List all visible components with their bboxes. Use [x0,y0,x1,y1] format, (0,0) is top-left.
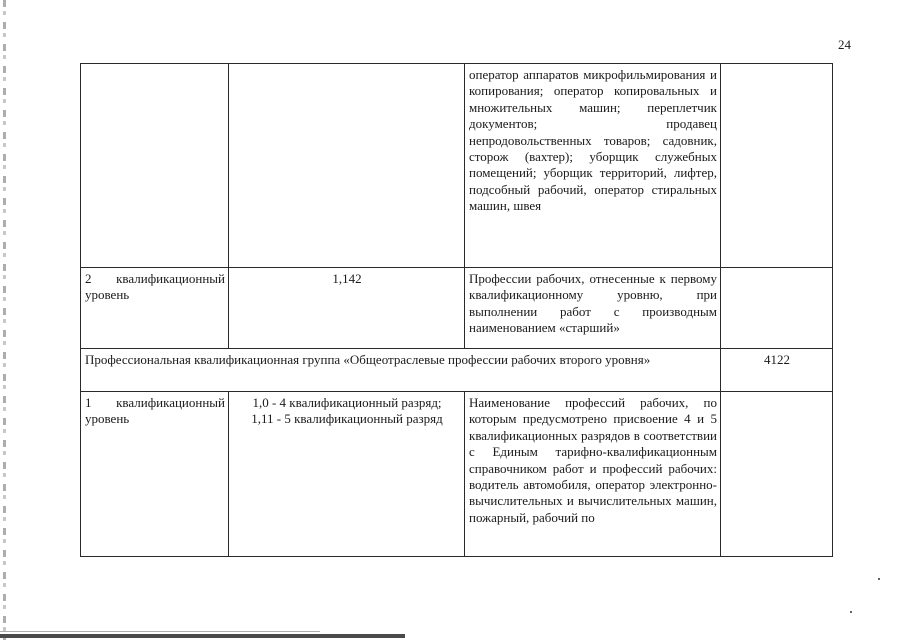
level-cell [81,64,229,268]
salary-cell [721,64,833,268]
page-number: 24 [838,37,851,52]
coefficient-line: 1,0 - 4 квалификационный разряд; [252,395,442,410]
table-row [81,64,833,268]
coefficient-line: 1,11 - 5 квалификационный разряд [251,411,443,427]
coefficient-cell: 1,142 [229,268,465,349]
scan-speck [850,611,852,613]
salary-cell [721,268,833,349]
table-row [81,268,833,349]
table-row [81,349,833,392]
professions-cell: оператор аппаратов микрофильмирования и копирования; оператор копировальных и множительных машин; переплетчик документов; продавец непродовольственных товаров; садовник, сторож (вахтер); уборщик служебных помещений; уборщик территорий, лифтер, подсобный рабочий, оператор стиральных машин, швея [465,64,721,268]
scan-speck [878,578,880,580]
level-cell: 1 квалификационный уровень [81,392,229,557]
scan-edge-bottom [0,634,405,638]
group-title-cell: Профессиональная квалификационная группа «Общеотраслевые профессии рабочих второго уровня» [81,349,721,392]
professions-cell: Наименование профессий рабочих, по которым предусмотрено присвоение 4 и 5 квалификационных разрядов в соответствии с Единым тарифно-квалификационным справочником работ и профессий рабочих: водитель автомобиля, оператор электронно-вычислительных и вычислительных машин, пожарный, рабочий по [465,392,721,557]
salary-cell: 4122 [721,349,833,392]
level-cell: 2 квалификационный уровень [81,268,229,349]
scan-edge-bottom-thin [0,631,320,632]
coefficient-cell [229,64,465,268]
salary-cell [721,392,833,557]
qualification-table [80,63,833,557]
scan-edge-left [3,0,6,640]
table-row [81,392,833,557]
professions-cell: Профессии рабочих, отнесенные к первому квалификационному уровню, при выполнении работ с производным наименованием «старший» [465,268,721,349]
coefficient-cell [229,392,465,557]
